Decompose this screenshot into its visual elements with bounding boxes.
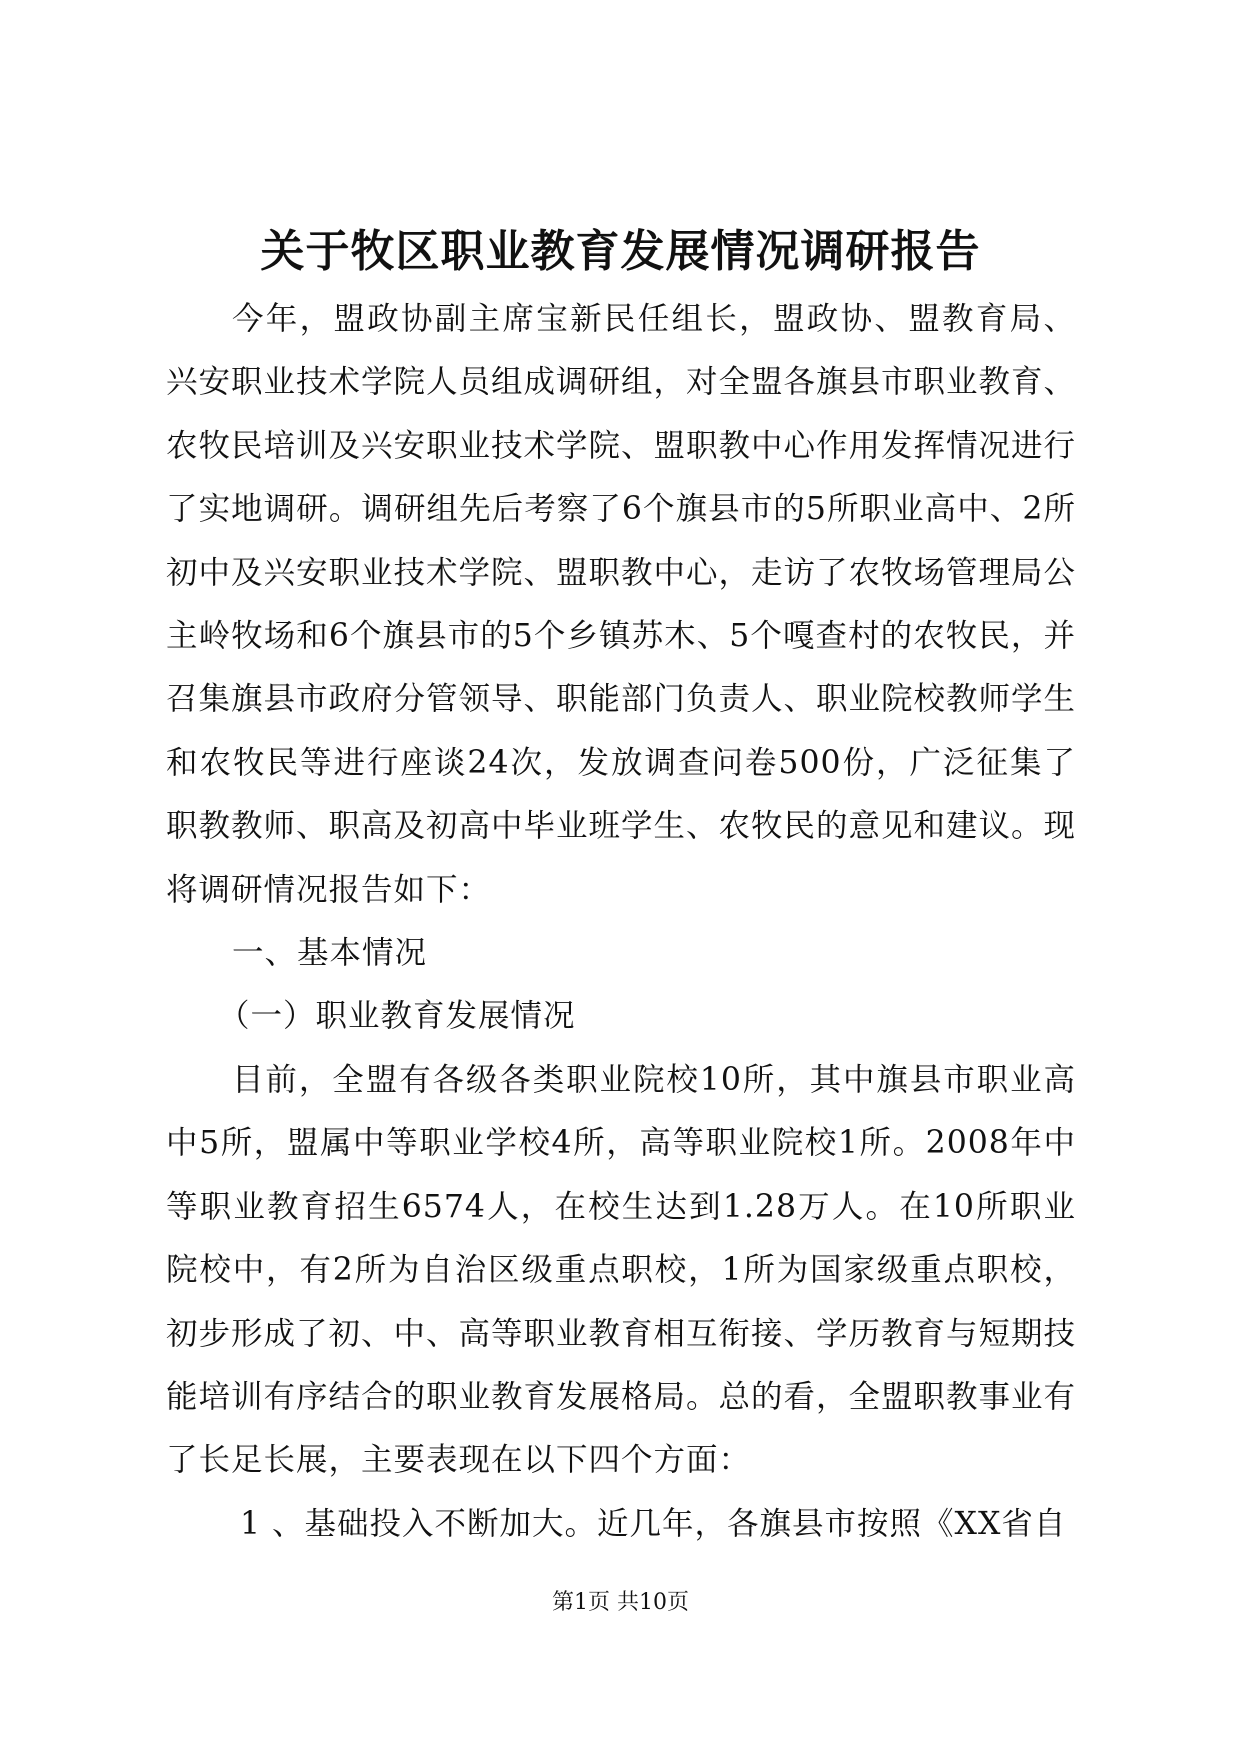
intro-paragraph: 今年，盟政协副主席宝新民任组长，盟政协、盟教育局、兴安职业技术学院人员组成调研组，对全盟各旗县市职业教育、农牧民培训及兴安职业技术学院、盟职教中心作用发挥情况进行了实地调研。调研组先后考察了6个旗县市的5所职业高中、2所初中及兴安职业技术学院、盟职教中心，走访了农牧场管理局公主岭牧场和6个旗县市的5个乡镇苏木、5个嘎查村的农牧民，并召集旗县市政府分管领导、职能部门负责人、职业院校教师学生和农牧民等进行座谈24次，发放调查问卷500份，广泛征集了职教教师、职高及初高中毕业班学生、农牧民的意见和建议。现将调研情况报告如下：	[166, 301, 1077, 908]
section-heading: 一、基本情况	[232, 935, 428, 972]
page-footer: 第1页 共10页	[552, 1590, 689, 1615]
overview-paragraph: 目前，全盟有各级各类职业院校10所，其中旗县市职业高中5所，盟属中等职业学校4所，高等职业院校1所。2008年中等职业教育招生6574人，在校生达到1.28万人。在10所职业院校中，有2所为自治区级重点职校，1所为国家级重点职校，初步形成了初、中、高等职业教育相互衔接、学历教育与短期技能培训有序结合的职业教育发展格局。总的看，全盟职教事业有了长足长展，主要表现在以下四个方面：	[166, 1061, 1077, 1479]
subsection-heading: （一）职业教育发展情况	[218, 998, 576, 1035]
list-item-paragraph: 1 、基础投入不断加大。近几年，各旗县市按照《XX省自	[240, 1505, 1067, 1542]
document-body	[166, 288, 1076, 1556]
document-title: 关于牧区职业教育发展情况调研报告	[260, 226, 981, 277]
